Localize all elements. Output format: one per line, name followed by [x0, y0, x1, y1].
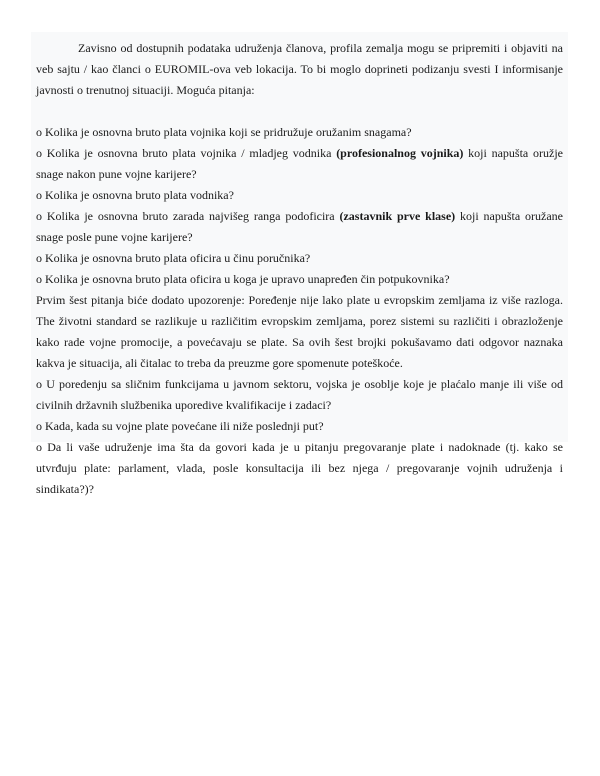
question-bold-text: (zastavnik prve klase): [339, 209, 456, 223]
question-text: o Kolika je osnovna bruto zarada najvišeg ranga podoficira: [36, 209, 340, 223]
question-text: koji napušta oružje snage nakon pune vojne karijere?: [36, 146, 563, 181]
note-paragraph: Prvim šest pitanja biće dodato upozorenje: Poređenje nije lako plate u evropskim zemljama iz više razloga. The životni standard se razlikuje u različitim evropskim zemljama, porez sistemi su različiti i obrazloženje kako rade vojne promocije, a povećavaju se plate. Sa ovih šest brojki pokušavamo dati odgovor naznaka kakva je situacija, ali čitalac to treba da preuzme gore spomenute poteškoće.: [36, 293, 563, 370]
question-text: o Kolika je osnovna bruto plata vojnika / mladjeg vodnika: [36, 146, 337, 160]
question-text: o Kada, kada su vojne plate povećane ili niže poslednji put?: [36, 419, 324, 433]
question-text: o Kolika je osnovna bruto plata oficira u koga je upravo unapređen čin potpukovnika?: [36, 272, 450, 286]
question-bold-text: (profesionalnog vojnika): [336, 146, 464, 160]
question-item: [36, 437, 563, 500]
question-text: o Kolika je osnovna bruto plata vodnika?: [36, 188, 234, 202]
question-text: o Da li vaše udruženje ima šta da govori kada je u pitanju pregovaranje plate i nadoknade (tj. kako se utvrđuju plate: parlament, vlada, posle konsultacija ili bez njega / pregovaranje vojnih udruženja i sindikata?)?: [36, 440, 563, 496]
question-item: [36, 122, 563, 143]
intro-paragraph: Zavisno od dostupnih podataka udruženja članova, profila zemalja mogu se pripremiti i objaviti na veb sajtu / kao članci o EUROMIL-ova veb lokacija. To bi moglo doprineti podizanju svesti I informisanje javnosti o trenutnoj situaciji. Moguća pitanja:: [36, 41, 563, 97]
question-item: [36, 143, 563, 185]
question-item: [36, 416, 563, 437]
question-item: [36, 269, 563, 290]
question-text: o U poredenju sa sličnim funkcijama u javnom sektoru, vojska je osoblje koje je plaćalo manje ili više od civilnih državnih službenika uporedive kvalifikacije i zadaci?: [36, 377, 563, 412]
question-item: [36, 206, 563, 248]
question-text: o Kolika je osnovna bruto plata vojnika koji se pridružuje oružanim snagama?: [36, 125, 412, 139]
question-item: [36, 374, 563, 416]
question-text: koji napušta oružane snage posle pune vojne karijere?: [36, 209, 563, 244]
question-item: [36, 185, 563, 206]
question-item: [36, 248, 563, 269]
document-page: [31, 32, 568, 496]
question-text: o Kolika je osnovna bruto plata oficira u činu poručnika?: [36, 251, 311, 265]
